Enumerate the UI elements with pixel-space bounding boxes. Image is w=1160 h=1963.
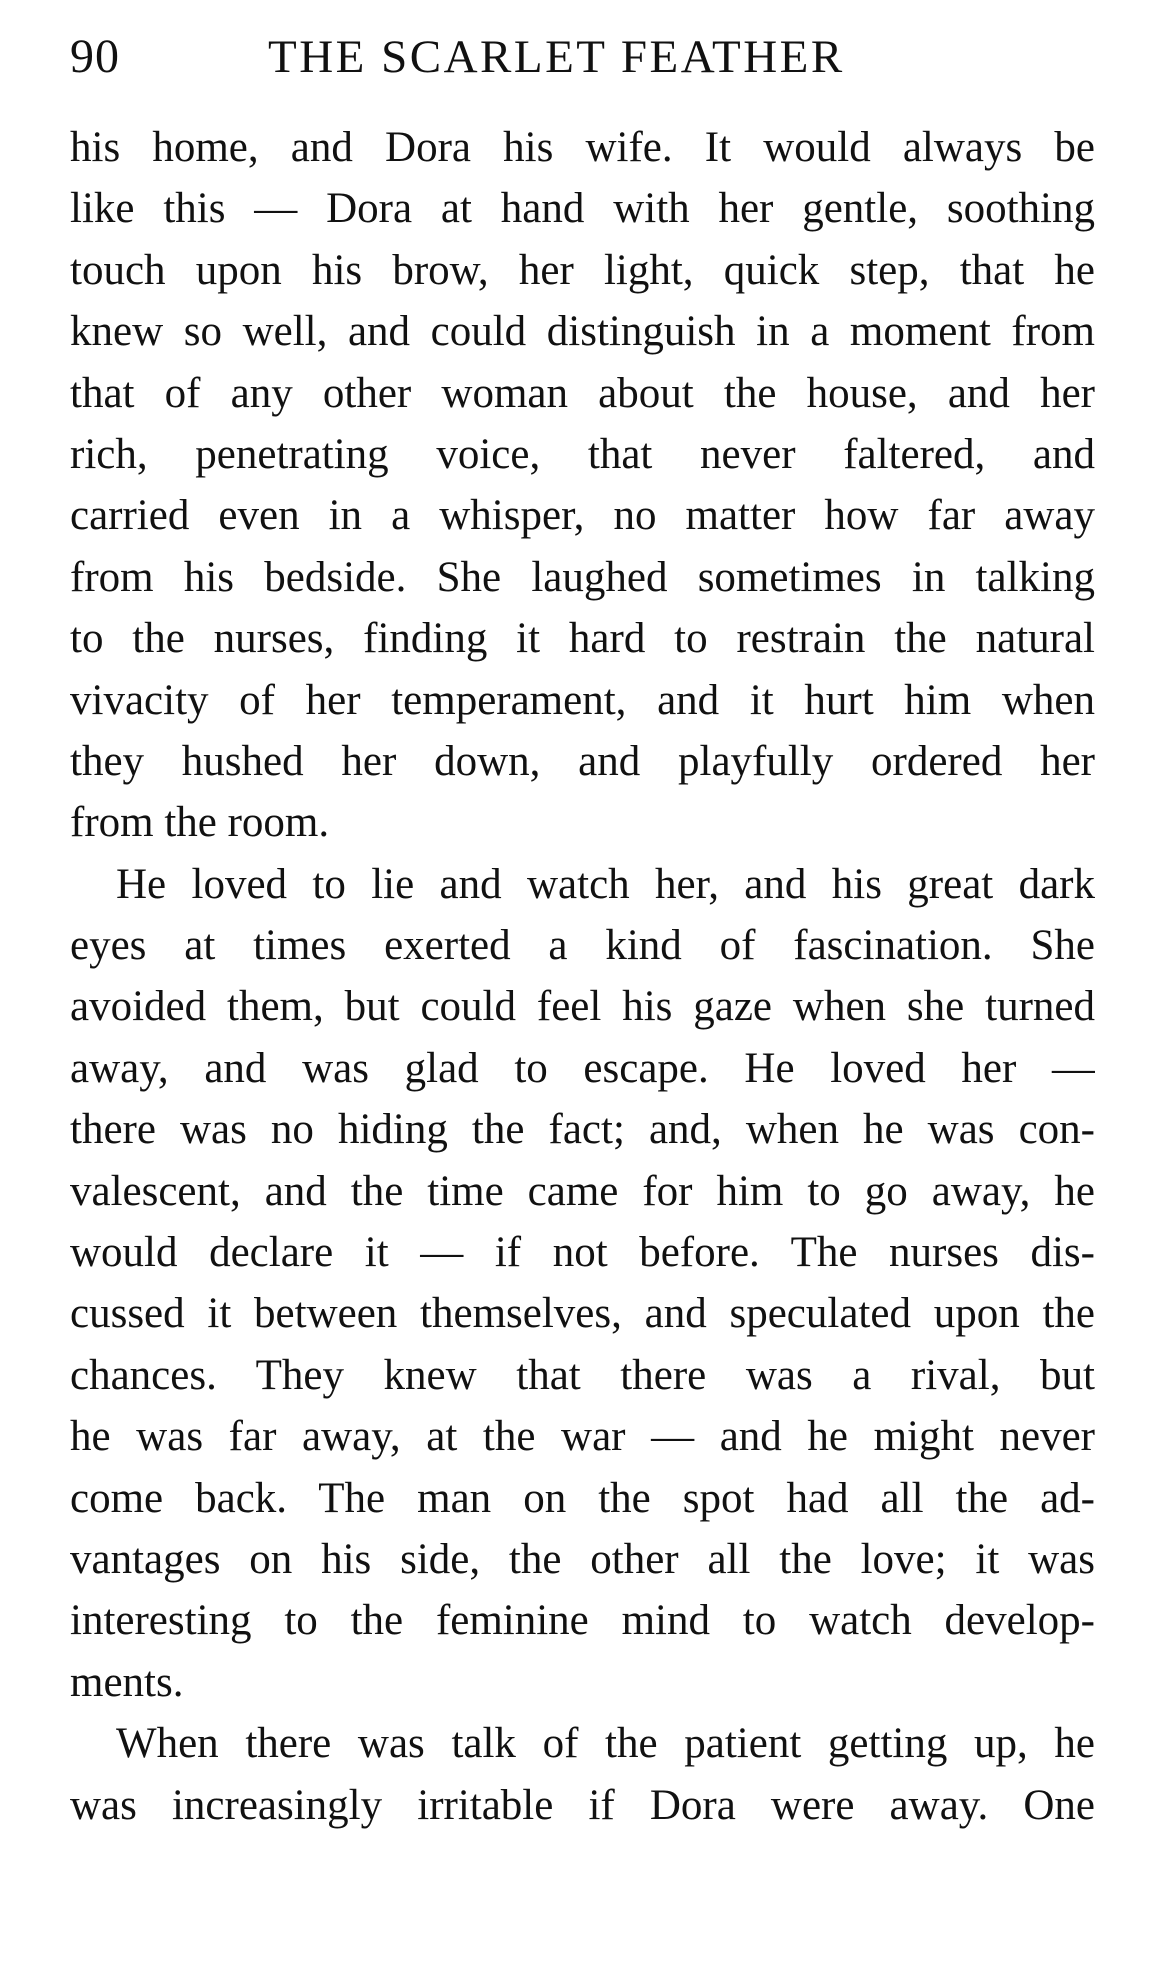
text-line: to the nurses, finding it hard to restrain the natural (70, 615, 1095, 663)
paragraph-3 (70, 1713, 1095, 1836)
text-line: vivacity of her temperament, and it hurt him when (70, 676, 1095, 724)
text-line: that of any other woman about the house, and her (70, 369, 1095, 417)
text-line: valescent, and the time came for him to go away, he (70, 1167, 1095, 1215)
text-line: eyes at times exerted a kind of fascination. She (70, 922, 1095, 970)
body-text (70, 117, 1095, 1836)
text-line: they hushed her down, and playfully ordered her (70, 737, 1095, 785)
text-line: interesting to the feminine mind to watch develop- (70, 1597, 1095, 1645)
text-line: his home, and Dora his wife. It would always be (70, 124, 1095, 171)
page-header (0, 22, 1160, 92)
text-line: ments. (70, 1658, 184, 1706)
text-line: He loved to lie and watch her, and his great dark (116, 860, 1095, 908)
text-line: carried even in a whisper, no matter how far away (70, 492, 1095, 540)
page-number: 90 (70, 30, 120, 83)
text-line: there was no hiding the fact; and, when he was con- (70, 1106, 1095, 1154)
paragraph-2 (70, 854, 1095, 1713)
text-line: from the room. (70, 799, 330, 847)
text-line: from his bedside. She laughed sometimes in talking (70, 553, 1095, 601)
paragraph-1 (70, 117, 1095, 854)
text-line: come back. The man on the spot had all the ad- (70, 1474, 1095, 1522)
text-line: chances. They knew that there was a rival, but (70, 1351, 1095, 1399)
text-line: touch upon his brow, her light, quick step, that he (70, 246, 1095, 294)
text-line: like this — Dora at hand with her gentle, soothing (70, 185, 1095, 233)
text-line: avoided them, but could feel his gaze when she turned (70, 983, 1095, 1031)
text-line: rich, penetrating voice, that never faltered, and (70, 430, 1095, 478)
text-line: When there was talk of the patient getting up, he (116, 1720, 1095, 1768)
text-line: away, and was glad to escape. He loved her — (70, 1044, 1095, 1092)
running-head: THE SCARLET FEATHER (268, 31, 845, 83)
text-line: vantages on his side, the other all the love; it was (70, 1535, 1095, 1583)
text-line: he was far away, at the war — and he might never (70, 1413, 1095, 1461)
text-line: was increasingly irritable if Dora were away. One (70, 1781, 1095, 1829)
text-line: would declare it — if not before. The nurses dis- (70, 1229, 1095, 1277)
text-line: knew so well, and could distinguish in a moment from (70, 308, 1095, 356)
text-line: cussed it between themselves, and speculated upon the (70, 1290, 1095, 1338)
